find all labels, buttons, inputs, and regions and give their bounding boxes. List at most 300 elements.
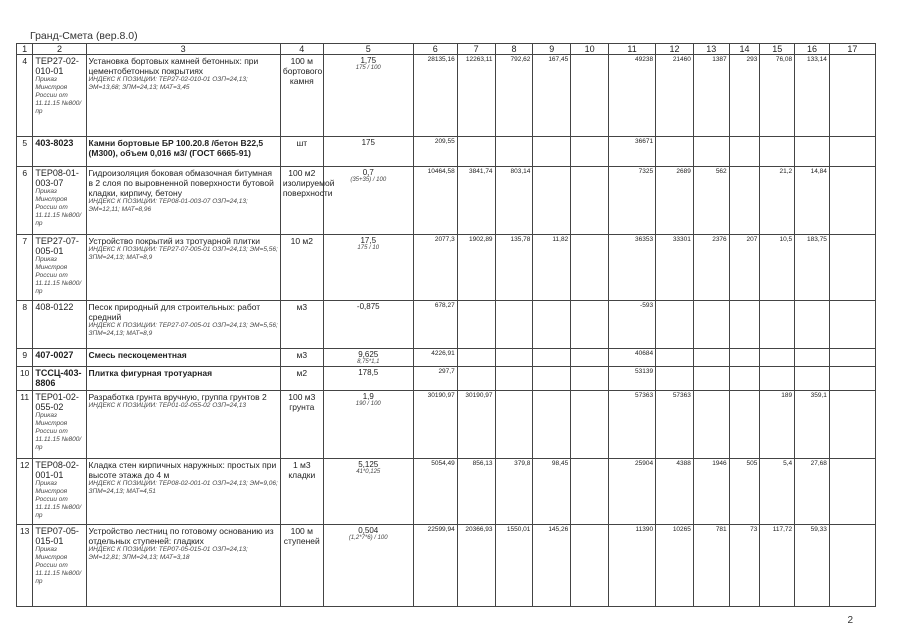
value-cell-c8 <box>495 525 533 607</box>
table-row <box>17 301 876 349</box>
value-cell-c15 <box>760 391 795 459</box>
quantity-formula: (1,2*7*6) / 100 <box>348 535 388 541</box>
value-text: 10,5 <box>779 236 793 243</box>
value-text: 57363 <box>634 392 654 399</box>
row-number <box>17 367 33 391</box>
value-cell-c15 <box>760 459 795 525</box>
column-header: 17 <box>829 44 875 55</box>
value-cell-c8 <box>495 367 533 391</box>
work-description: Смесь пескоцементная <box>88 350 187 360</box>
quantity-cell <box>323 367 413 391</box>
index-note: ИНДЕКС К ПОЗИЦИИ: ТЕР01-02-055-02 ОЗП=24,13 <box>88 402 247 409</box>
column-header: 3 <box>86 44 280 55</box>
value-cell-c12 <box>656 301 694 349</box>
value-text: 1387 <box>712 56 727 63</box>
value-cell-c13 <box>693 391 729 459</box>
value-cell-c17 <box>829 525 875 607</box>
value-text: 11390 <box>635 526 654 533</box>
rate-source-note: Приказ Минстроя России от 11.11.15 №800/пр <box>35 480 82 519</box>
value-cell-c7 <box>457 349 495 367</box>
table-row <box>17 349 876 367</box>
unit-text: м3 <box>296 350 308 360</box>
value-cell-c8 <box>495 301 533 349</box>
value-cell-c13 <box>693 137 729 167</box>
value-cell-c10 <box>571 525 609 607</box>
value-text: 207 <box>746 236 758 243</box>
value-cell-c8 <box>495 137 533 167</box>
row-number-text: 9 <box>22 350 28 360</box>
code-cell <box>33 301 86 349</box>
value-text: 40684 <box>634 350 654 357</box>
unit-text: 100 м3 грунта <box>288 392 316 412</box>
rate-code: ТЕР07-05-015-01 <box>35 526 79 546</box>
value-cell-c6 <box>413 391 457 459</box>
value-cell-c7 <box>457 459 495 525</box>
header-row <box>17 44 876 55</box>
value-cell-c6 <box>413 55 457 137</box>
value-text: 14,84 <box>810 168 827 175</box>
value-text: 36353 <box>634 236 654 243</box>
value-text: 11,82 <box>552 236 569 243</box>
code-cell <box>33 367 86 391</box>
value-cell-c6 <box>413 459 457 525</box>
quantity-value: -0,875 <box>356 302 380 311</box>
column-header: 12 <box>656 44 694 55</box>
row-number-text: 11 <box>20 392 30 402</box>
value-cell-c17 <box>829 349 875 367</box>
value-cell-c16 <box>795 367 830 391</box>
value-cell-c6 <box>413 367 457 391</box>
code-cell <box>33 167 86 235</box>
quantity-cell <box>323 301 413 349</box>
work-description: Камни бортовые БР 100.20.8 /бетон В22,5 (М300), объем 0,016 м3/ (ГОСТ 6665-91) <box>88 138 264 158</box>
value-cell-c17 <box>829 391 875 459</box>
value-cell-c11 <box>609 525 656 607</box>
column-header: 2 <box>33 44 86 55</box>
value-cell-c9 <box>533 167 571 235</box>
value-cell-c17 <box>829 55 875 137</box>
value-cell-c9 <box>533 137 571 167</box>
work-description: Кладка стен кирпичных наружных: простых при высоте этажа до 4 м <box>88 460 277 480</box>
value-text: 21,2 <box>779 168 793 175</box>
rate-source-note: Приказ Минстроя России от 11.11.15 №800/пр <box>35 76 82 115</box>
value-cell-c7 <box>457 525 495 607</box>
description-cell <box>86 55 280 137</box>
value-cell-c13 <box>693 235 729 301</box>
value-cell-c10 <box>571 367 609 391</box>
value-text: 5,4 <box>783 460 793 467</box>
value-cell-c10 <box>571 391 609 459</box>
unit-text: 10 м2 <box>290 236 313 246</box>
value-cell-c13 <box>693 525 729 607</box>
value-text: 167,45 <box>548 56 569 63</box>
value-cell-c17 <box>829 235 875 301</box>
value-cell-c7 <box>457 301 495 349</box>
value-text: 2077,3 <box>434 236 455 243</box>
value-cell-c8 <box>495 349 533 367</box>
value-text: 33301 <box>672 236 691 243</box>
index-note: ИНДЕКС К ПОЗИЦИИ: ТЕР07-05-015-01 ОЗП=24,13; ЭМ=12,81; ЗПМ=24,13; МАТ=3,18 <box>88 546 248 561</box>
rate-code: ТССЦ-403-8806 <box>35 368 82 388</box>
value-cell-c10 <box>571 235 609 301</box>
value-text: 28135,16 <box>427 56 455 63</box>
quantity-formula: 175 / 100 <box>355 65 381 71</box>
quantity-value: 178,5 <box>358 368 379 377</box>
value-cell-c6 <box>413 349 457 367</box>
quantity-value: 1,75 <box>360 56 377 65</box>
value-text: 4226,91 <box>431 350 455 357</box>
column-header: 9 <box>533 44 571 55</box>
rate-source-note: Приказ Минстроя России от 11.11.15 №800/пр <box>35 188 82 227</box>
description-cell <box>86 301 280 349</box>
value-cell-c10 <box>571 137 609 167</box>
unit-cell <box>280 235 323 301</box>
value-cell-c16 <box>795 349 830 367</box>
work-description: Гидроизоляция боковая обмазочная битумная в 2 слоя по выровненной поверхности бутовой кладки, кирпичу, бетону <box>88 168 274 198</box>
value-cell-c7 <box>457 55 495 137</box>
column-header: 8 <box>495 44 533 55</box>
value-text: 189 <box>781 392 793 399</box>
code-cell <box>33 55 86 137</box>
row-number-text: 13 <box>19 526 30 536</box>
table-body <box>17 55 876 607</box>
row-number-text: 4 <box>22 56 28 66</box>
unit-cell <box>280 459 323 525</box>
value-cell-c14 <box>729 525 760 607</box>
row-number <box>17 55 33 137</box>
value-cell-c17 <box>829 301 875 349</box>
value-text: 145,26 <box>548 526 569 533</box>
rate-code: 403-8023 <box>35 138 74 148</box>
value-cell-c13 <box>693 367 729 391</box>
code-cell <box>33 235 86 301</box>
unit-cell <box>280 167 335 235</box>
value-cell-c12 <box>656 55 694 137</box>
value-cell-c9 <box>533 525 571 607</box>
value-cell-c16 <box>795 55 830 137</box>
unit-text: 100 м бортового камня <box>282 56 323 86</box>
value-cell-c6 <box>413 301 457 349</box>
description-cell <box>86 349 280 367</box>
value-text: 22599,94 <box>427 526 455 533</box>
value-cell-c9 <box>533 235 571 301</box>
work-description: Устройство лестниц по готовому основанию из отдельных ступеней: гладких <box>88 526 274 546</box>
value-cell-c9 <box>533 301 571 349</box>
value-cell-c9 <box>533 391 571 459</box>
column-header: 16 <box>795 44 830 55</box>
value-cell-c12 <box>656 525 694 607</box>
value-text: -593 <box>640 302 654 309</box>
value-cell-c10 <box>571 55 609 137</box>
code-cell <box>33 391 86 459</box>
value-text: 30190,97 <box>465 392 493 399</box>
value-cell-c15 <box>760 367 795 391</box>
value-text: 359,1 <box>810 392 827 399</box>
quantity-formula: 41*0,125 <box>356 469 381 475</box>
row-number <box>17 137 33 167</box>
value-cell-c11 <box>609 167 656 235</box>
column-header: 1 <box>17 44 33 55</box>
row-number <box>17 167 33 235</box>
value-cell-c14 <box>729 301 760 349</box>
value-cell-c13 <box>693 301 729 349</box>
value-cell-c12 <box>656 459 694 525</box>
column-header: 5 <box>323 44 413 55</box>
column-header: 7 <box>457 44 495 55</box>
row-number <box>17 391 33 459</box>
value-text: 59,33 <box>810 526 827 533</box>
value-text: 2689 <box>676 168 691 175</box>
app-title: Гранд-Смета (вер.8.0) <box>30 30 138 42</box>
value-cell-c7 <box>457 367 495 391</box>
code-cell <box>33 349 86 367</box>
column-header: 15 <box>760 44 795 55</box>
unit-text: 1 м3 кладки <box>288 460 316 480</box>
value-text: 98,45 <box>551 460 569 467</box>
value-text: 803,14 <box>510 168 531 175</box>
value-text: 1902,89 <box>469 236 493 243</box>
unit-text: м2 <box>296 368 308 378</box>
value-cell-c9 <box>533 349 571 367</box>
column-header: 10 <box>571 44 609 55</box>
table-row <box>17 235 876 301</box>
value-text: 293 <box>746 56 758 63</box>
rate-code: ТЕР01-02-055-02 <box>35 392 79 412</box>
value-cell-c11 <box>609 55 656 137</box>
quantity-value: 1,9 <box>362 392 374 401</box>
unit-cell <box>280 301 323 349</box>
row-number <box>17 459 33 525</box>
row-number-text: 7 <box>22 236 28 246</box>
value-text: 792,62 <box>510 56 531 63</box>
quantity-formula: 175 / 10 <box>357 245 380 251</box>
index-note: ИНДЕКС К ПОЗИЦИИ: ТЕР08-02-001-01 ОЗП=24,13; ЭМ=9,06; ЗПМ=24,13; МАТ=4,51 <box>88 480 278 495</box>
value-cell-c6 <box>413 235 457 301</box>
description-cell <box>86 367 280 391</box>
unit-text: м3 <box>296 302 308 312</box>
value-cell-c8 <box>495 459 533 525</box>
value-cell-c14 <box>729 391 760 459</box>
value-text: 1946 <box>712 460 727 467</box>
value-text: 3841,74 <box>469 168 493 175</box>
column-header: 14 <box>729 44 760 55</box>
quantity-cell <box>323 235 413 301</box>
value-cell-c15 <box>760 55 795 137</box>
quantity-cell <box>323 167 413 235</box>
value-cell-c16 <box>795 137 830 167</box>
quantity-value: 0,504 <box>358 526 379 535</box>
value-text: 20366,93 <box>465 526 493 533</box>
description-cell <box>86 525 280 607</box>
value-text: 2376 <box>712 236 727 243</box>
value-text: 133,14 <box>806 56 827 63</box>
quantity-value: 5,125 <box>358 460 379 469</box>
index-note: ИНДЕКС К ПОЗИЦИИ: ТЕР27-07-005-01 ОЗП=24,13; ЭМ=5,56; ЗПМ=24,13; МАТ=8,9 <box>88 322 278 337</box>
value-cell-c11 <box>609 235 656 301</box>
row-number-text: 10 <box>19 368 30 378</box>
unit-cell <box>280 367 323 391</box>
value-cell-c14 <box>729 235 760 301</box>
quantity-value: 9,625 <box>358 350 379 359</box>
value-text: 781 <box>715 526 727 533</box>
value-cell-c7 <box>457 167 495 235</box>
value-cell-c15 <box>760 235 795 301</box>
rate-code: ТЕР27-07-005-01 <box>35 236 79 256</box>
value-cell-c12 <box>656 349 694 367</box>
rate-source-note: Приказ Минстроя России от 11.11.15 №800/пр <box>35 546 82 585</box>
row-number-text: 6 <box>22 168 28 178</box>
value-cell-c8 <box>495 391 533 459</box>
rate-code: 408-0122 <box>35 302 74 312</box>
work-description: Песок природный для строительных: работ средний <box>88 302 261 322</box>
value-cell-c7 <box>457 235 495 301</box>
value-text: 21460 <box>672 56 691 63</box>
value-cell-c9 <box>533 367 571 391</box>
quantity-cell <box>323 55 413 137</box>
rate-code: ТЕР08-02-001-01 <box>35 460 79 480</box>
rate-code: ТЕР08-01-003-07 <box>35 168 79 188</box>
value-cell-c16 <box>795 301 830 349</box>
value-cell-c14 <box>729 167 760 235</box>
table-row <box>17 137 876 167</box>
value-text: 678,27 <box>434 302 455 309</box>
code-cell <box>33 525 86 607</box>
value-cell-c15 <box>760 167 795 235</box>
value-cell-c7 <box>457 137 495 167</box>
row-number <box>17 235 33 301</box>
value-cell-c9 <box>533 55 571 137</box>
table-row <box>17 367 876 391</box>
value-cell-c6 <box>413 525 457 607</box>
value-cell-c12 <box>656 391 694 459</box>
quantity-formula: 8,75*1,1 <box>357 359 380 365</box>
value-cell-c10 <box>571 167 609 235</box>
row-number-text: 8 <box>22 302 28 312</box>
value-cell-c16 <box>795 235 830 301</box>
work-description: Разработка грунта вручную, группа грунтов 2 <box>88 392 267 402</box>
value-text: 297,7 <box>438 368 455 375</box>
value-cell-c15 <box>760 525 795 607</box>
value-cell-c14 <box>729 349 760 367</box>
table-row <box>17 459 876 525</box>
work-description: Плитка фигурная тротуарная <box>88 368 213 378</box>
value-cell-c6 <box>413 137 457 167</box>
unit-cell <box>280 137 323 167</box>
quantity-formula: (35+35) / 100 <box>350 177 387 183</box>
value-text: 10464,58 <box>427 168 455 175</box>
value-cell-c15 <box>760 301 795 349</box>
value-text: 183,75 <box>806 236 827 243</box>
table-row <box>17 391 876 459</box>
work-description: Устройство покрытий из тротуарной плитки <box>88 236 260 246</box>
column-header: 11 <box>609 44 656 55</box>
value-text: 49238 <box>634 56 654 63</box>
column-header: 13 <box>693 44 729 55</box>
value-cell-c16 <box>795 459 830 525</box>
unit-cell <box>280 391 323 459</box>
value-cell-c12 <box>656 235 694 301</box>
value-cell-c11 <box>609 349 656 367</box>
value-text: 209,55 <box>434 138 455 145</box>
quantity-cell <box>323 459 413 525</box>
value-cell-c15 <box>760 137 795 167</box>
value-cell-c13 <box>693 167 729 235</box>
quantity-cell <box>323 525 413 607</box>
column-header: 6 <box>413 44 457 55</box>
unit-cell <box>280 349 323 367</box>
value-text: 53139 <box>634 368 654 375</box>
value-text: 12263,11 <box>465 56 493 63</box>
value-cell-c16 <box>795 167 830 235</box>
unit-cell <box>280 525 323 607</box>
value-text: 117,72 <box>772 526 793 533</box>
value-text: 36671 <box>634 138 654 145</box>
row-number <box>17 349 33 367</box>
quantity-value: 17,5 <box>360 236 377 245</box>
value-cell-c17 <box>829 367 875 391</box>
value-cell-c11 <box>609 137 656 167</box>
unit-cell <box>280 55 323 137</box>
value-cell-c17 <box>829 137 875 167</box>
value-cell-c7 <box>457 391 495 459</box>
row-number-text: 5 <box>22 138 28 148</box>
value-cell-c6 <box>413 167 457 235</box>
row-number-text: 12 <box>19 460 30 470</box>
value-cell-c16 <box>795 391 830 459</box>
value-cell-c11 <box>609 391 656 459</box>
row-number <box>17 301 33 349</box>
value-cell-c13 <box>693 349 729 367</box>
unit-text: 100 м2 изолируемой поверхности <box>282 168 335 198</box>
description-cell <box>86 235 280 301</box>
value-cell-c10 <box>571 349 609 367</box>
unit-text: шт <box>296 138 308 148</box>
value-text: 73 <box>750 526 758 533</box>
rate-source-note: Приказ Минстроя России от 11.11.15 №800/пр <box>35 412 82 451</box>
value-cell-c13 <box>693 55 729 137</box>
value-text: 57363 <box>672 392 691 399</box>
value-text: 25904 <box>634 460 654 467</box>
table-row <box>17 525 876 607</box>
page-number: 2 <box>847 615 853 626</box>
description-cell <box>86 459 280 525</box>
value-cell-c16 <box>795 525 830 607</box>
value-text: 4388 <box>676 460 691 467</box>
index-note: ИНДЕКС К ПОЗИЦИИ: ТЕР08-01-003-07 ОЗП=24,13; ЭМ=12,11; МАТ=8,96 <box>88 198 248 213</box>
value-cell-c10 <box>571 301 609 349</box>
code-cell <box>33 459 86 525</box>
value-cell-c8 <box>495 167 533 235</box>
value-text: 1550,01 <box>506 526 531 533</box>
table-row <box>17 167 876 235</box>
rate-source-note: Приказ Минстроя России от 11.11.15 №800/пр <box>35 256 82 295</box>
work-description: Установка бортовых камней бетонных: при цементобетонных покрытиях <box>88 56 259 76</box>
estimate-table <box>16 43 876 607</box>
index-note: ИНДЕКС К ПОЗИЦИИ: ТЕР27-02-010-01 ОЗП=24,13; ЭМ=13,68; ЗПМ=24,13; МАТ=3,45 <box>88 76 248 91</box>
quantity-value: 175 <box>361 138 375 147</box>
rate-code: 407-0027 <box>35 350 74 360</box>
value-cell-c11 <box>609 459 656 525</box>
code-cell <box>33 137 86 167</box>
quantity-cell <box>323 137 413 167</box>
description-cell <box>86 167 280 235</box>
value-cell-c14 <box>729 367 760 391</box>
index-note: ИНДЕКС К ПОЗИЦИИ: ТЕР27-07-005-01 ОЗП=24,13; ЭМ=5,56; ЗПМ=24,13; МАТ=8,9 <box>88 246 278 261</box>
value-cell-c11 <box>609 367 656 391</box>
value-cell-c14 <box>729 459 760 525</box>
row-number <box>17 525 33 607</box>
quantity-cell <box>323 391 413 459</box>
